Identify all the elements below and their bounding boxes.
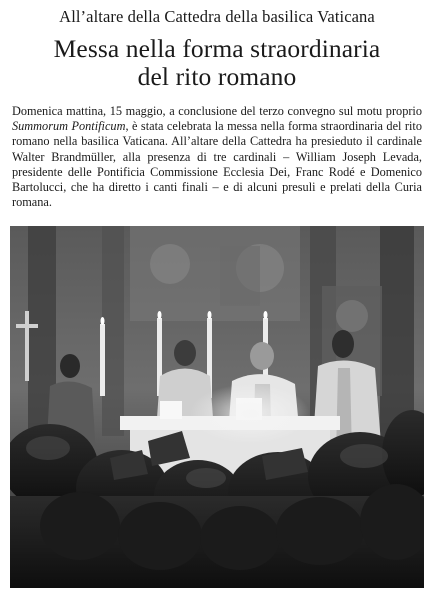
headline-line-2: del rito romano bbox=[137, 62, 297, 91]
article-photo bbox=[10, 226, 424, 588]
headline-line-1: Messa nella forma straordinaria bbox=[53, 34, 381, 63]
article-body bbox=[12, 104, 422, 210]
article-kicker: All’altare della Cattedra della basilica Vaticana bbox=[59, 7, 375, 26]
body-text-italic-title: Summorum Pontificum bbox=[12, 119, 126, 134]
body-text-part-1: Domenica mattina, 15 maggio, a conclusione del terzo convegno sul motu proprio bbox=[12, 104, 422, 118]
body-text-part-2: , è stata celebrata la messa nella forma straordinaria del rito romano nella basilica Vaticana. All’altare della Cattedra ha presieduto il cardinale Walter Brandmüller, alla presenza di tre cardinali – William Joseph Levada, presidente delle Pontificia Commissione Ecclesia Dei, Franc Rodé e Domenico Bartolucci, che ha diretto i canti finali – e di alcuni presuli e prelati della Curia romana. bbox=[12, 119, 422, 210]
article-headline bbox=[0, 35, 434, 91]
mass-at-altar-photo bbox=[10, 226, 424, 588]
article-paragraph bbox=[12, 104, 422, 210]
